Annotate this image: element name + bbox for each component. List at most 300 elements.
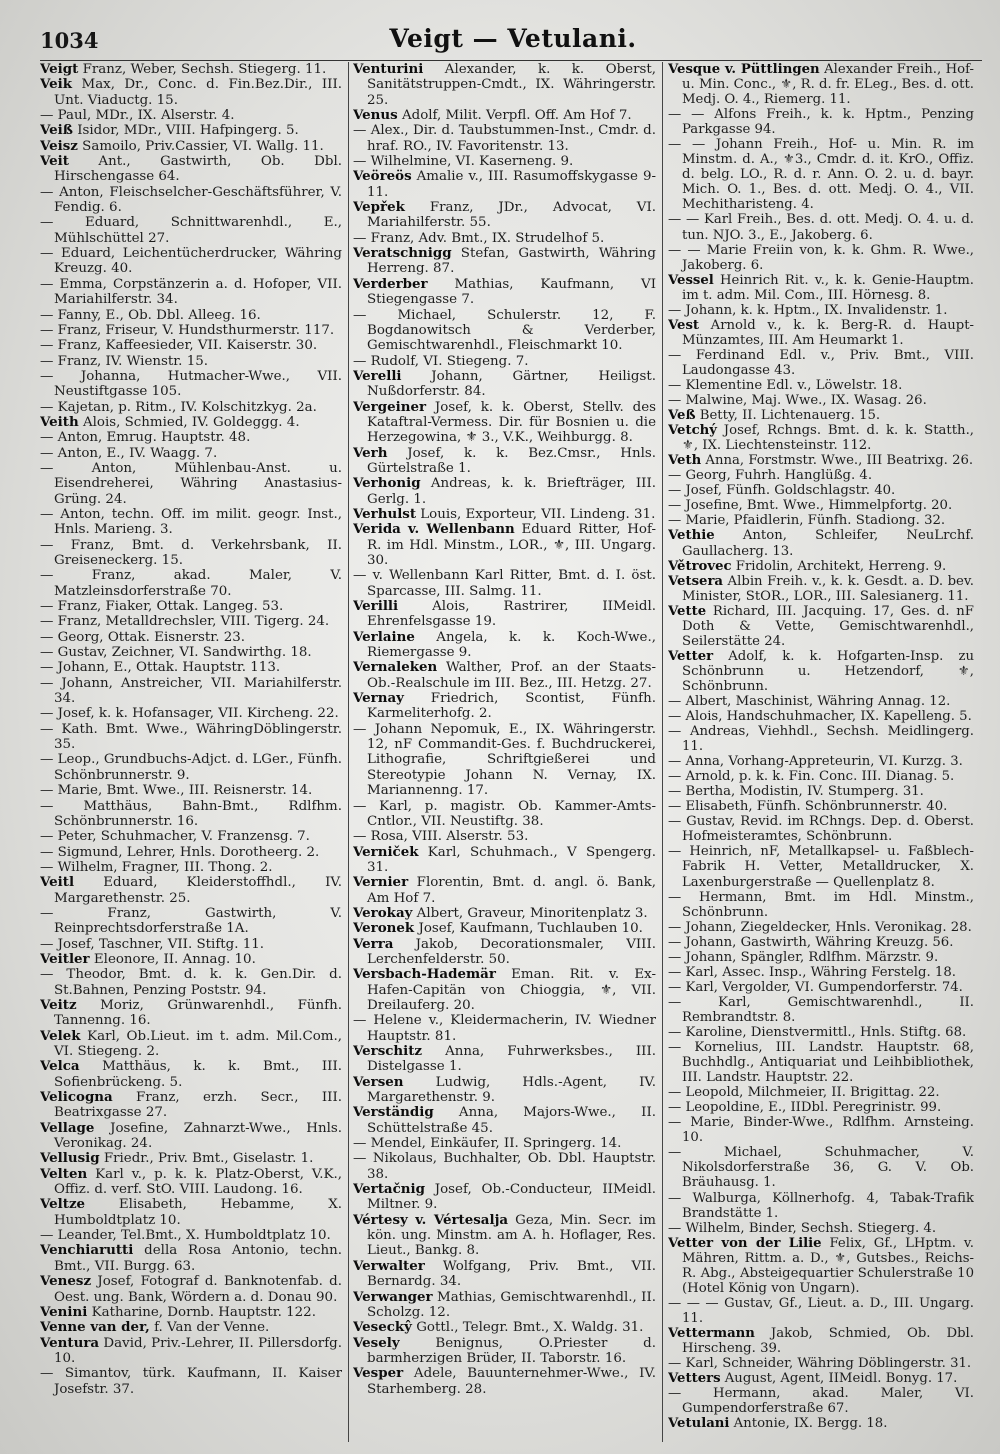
directory-entry [668, 890, 974, 920]
directory-entry [668, 212, 974, 242]
entry-details: Johann, Gärtner, Heiligst. Nußdorferstr. 84. [367, 368, 656, 400]
entry-details: Alois, Rastrirer, IIMeidl. Ehrenfelsgasse 19. [367, 599, 656, 630]
directory-entry [668, 604, 974, 649]
entry-details: — Wilhelm, Binder, Sechsh. Stiegerg. 4. [668, 1220, 937, 1236]
entry-details: Alois, Schmied, IV. Goldeggg. 4. [78, 414, 300, 430]
directory-entry [668, 844, 974, 889]
directory-entry [668, 303, 974, 318]
entry-surname: Venini [40, 1303, 88, 1320]
entry-details: Adolf, Milit. Verpfl. Off. Am Hof 7. [397, 108, 632, 124]
directory-entry [353, 154, 656, 169]
directory-entry [40, 1059, 342, 1090]
directory-entry [40, 752, 342, 783]
directory-entry [40, 952, 342, 967]
entry-surname: Vetchý [668, 423, 717, 439]
directory-entry [668, 1386, 974, 1416]
entry-surname: Vernay [353, 690, 404, 707]
entry-surname: Venne van der, [40, 1319, 150, 1336]
entry-details: Louis, Exporteur, VII. Lindeng. 31. [416, 506, 656, 522]
directory-entry [668, 378, 974, 393]
directory-entry [353, 354, 656, 369]
entry-details: — v. Wellenbann Karl Ritter, Bmt. d. I. öst. Sparcasse, III. Salmg. 11. [353, 568, 656, 599]
entry-details: Matthäus, k. k. Bmt., III. Sofienbrückeng. 5. [54, 1059, 342, 1090]
entry-details: — Leopoldine, E., IIDbl. Peregrinistr. 99. [668, 1100, 942, 1116]
entry-details: — Theodor, Bmt. d. k. k. Gen.Dir. d. St.Bahnen, Penzing Poststr. 94. [40, 967, 342, 998]
directory-entry [40, 568, 342, 599]
entry-surname: Vergeiner [353, 398, 427, 415]
entry-details: — Heinrich, nF, Metallkapsel- u. Faßblech-Fabrik H. Vetter, Metalldrucker, X. Laxenburgerstraße — Quellenplatz 8. [668, 844, 974, 890]
directory-entry [353, 799, 656, 830]
directory-entry [40, 645, 342, 660]
directory-entry [353, 875, 656, 906]
directory-entry [668, 393, 974, 408]
entry-surname: Veigt [40, 62, 79, 77]
entry-surname: Versbach-Hademär [353, 966, 496, 983]
entry-details: Antonie, IX. Bergg. 18. [729, 1416, 888, 1432]
entry-details: — Wilhelm, Fragner, III. Thong. 2. [40, 859, 273, 875]
entry-details: — Gustav, Revid. im RChngs. Dep. d. Oberst. Hofmeisteramtes, Schönbrunn. [668, 814, 974, 845]
entry-surname: Velek [40, 1027, 81, 1044]
entry-details: — Johann, Gastwirth, Währing Kreuzg. 56. [668, 934, 954, 950]
directory-entry [40, 1243, 342, 1274]
entry-surname: Verhulst [353, 505, 417, 522]
entry-surname: Veth [668, 453, 702, 469]
entry-details: — Marie, Bmt. Wwe., III. Reisnerstr. 14. [40, 783, 313, 799]
entry-details: Karl, Schuhmach., V Spengerg. 31. [367, 844, 656, 875]
entry-surname: Vette [668, 603, 707, 619]
entry-surname: Veit [40, 153, 69, 170]
directory-entry [40, 446, 342, 461]
entry-surname: Veith [40, 413, 79, 430]
entry-details: — — Karl Freih., Bes. d. ott. Medj. O. 4. u. d. tun. NJO. 3., E., Jakoberg. 6. [668, 212, 974, 243]
directory-entry [668, 137, 974, 212]
entry-details: — Andreas, Viehhdl., Sechsh. Meidlingerg. 11. [668, 724, 974, 755]
directory-entry [40, 1167, 342, 1198]
directory-entry [353, 246, 656, 277]
entry-details: Mathias, Kaufmann, VI Stiegengasse 7. [367, 276, 656, 308]
entry-details: — Hermann, Bmt. im Hdl. Minstm., Schönbrunn. [668, 889, 974, 920]
directory-entry [668, 995, 974, 1025]
entry-details: — Hermann, akad. Maler, VI. Gumpendorferstraße 67. [668, 1386, 974, 1417]
entry-details: — Kajetan, p. Ritm., IV. Kolschitzkyg. 2a. [40, 399, 317, 415]
entry-details: — Franz, akad. Maler, V. Matzleinsdorferstraße 70. [40, 568, 342, 599]
directory-entry [40, 1274, 342, 1305]
entry-details: Fridolin, Architekt, Herreng. 9. [731, 558, 947, 574]
entry-details: David, Priv.-Lehrer, II. Pillersdorfg. 10. [54, 1335, 342, 1366]
entry-surname: Versen [353, 1073, 404, 1090]
entry-details: Alexander, k. k. Oberst, Sanitätstruppen-Cmdt., IX. Währingerstr. 25. [367, 62, 656, 108]
entry-details: Adele, Bauunternehmer-Wwe., IV. Starhemberg. 28. [367, 1366, 656, 1397]
directory-entry [668, 559, 974, 574]
directory-entry [353, 369, 656, 400]
entry-details: — Johann Nepomuk, E., IX. Währingerstr. 12, nF Commandit-Ges. f. Buchdruckerei, Lithografie, Schriftgießerei und Stereotypie Johann N. Vernay, IX. Mariannenng. 17. [353, 721, 656, 799]
entry-details: — Arnold, p. k. k. Fin. Conc. III. Dianag. 5. [668, 769, 955, 785]
directory-entry [668, 935, 974, 950]
entry-details: — — — Gustav, Gf., Lieut. a. D., III. Ungarg. 11. [668, 1295, 974, 1326]
directory-entry [40, 369, 342, 400]
entry-details: — Karoline, Dienstvermittl., Hnls. Stiftg. 68. [668, 1025, 967, 1040]
entry-surname: Velca [40, 1058, 80, 1075]
entry-details: Moriz, Grünwarenhdl., Fünfh. Tannenng. 16. [54, 997, 342, 1029]
directory-entry [40, 507, 342, 538]
entry-details: — Franz, Friseur, V. Hundsthurmerstr. 117. [40, 322, 335, 338]
directory-entry [40, 139, 342, 154]
entry-surname: Větrovec [668, 558, 732, 574]
directory-entry [40, 1228, 342, 1243]
directory-entry [668, 965, 974, 980]
directory-entry [40, 185, 342, 216]
directory-entry [40, 1029, 342, 1060]
entry-surname: Velten [40, 1165, 88, 1182]
entry-details: Florentin, Bmt. d. angl. ö. Bank, Am Hof 7. [367, 875, 656, 906]
directory-entry [40, 1320, 342, 1335]
directory-entry [353, 1213, 656, 1259]
directory-entry [353, 722, 656, 799]
entry-surname: Venesz [40, 1273, 92, 1290]
entry-details: Heinrich Rit. v., k. k. Genie-Hauptm. im t. adm. Mil. Com., III. Hörnesg. 8. [682, 272, 974, 303]
directory-entry [668, 920, 974, 935]
entry-details: — Eduard, Schnittwarenhdl., E., Mühlschüttel 27. [40, 215, 342, 246]
directory-entry [353, 906, 656, 921]
directory-entry [668, 107, 974, 137]
directory-entry [668, 468, 974, 483]
directory-entry [668, 574, 974, 604]
entry-details: — — Johann Freih., Hof- u. Min. R. im Minstm. d. A., ⚜3., Cmdr. d. it. KrO., Offiz. d. belg. LO., R. d. r. Ann. O. 2. u. d. bayr. Mich. O. 1., Bes. d. ott. Medj. O. 4., VII. Mechitharisteng. 4. [668, 137, 974, 213]
entry-details: Josef, Kaufmann, Tuchlauben 10. [414, 921, 643, 937]
directory-entry [353, 568, 656, 599]
directory-entry [668, 1326, 974, 1356]
directory-entry [353, 62, 656, 108]
entry-surname: Ventura [40, 1334, 100, 1351]
entry-details: — Michael, Schulerstr. 12, F. Bogdanowitsch & Verderber, Gemischtwarenhdl., Fleischmarkt 10. [353, 307, 656, 354]
entry-surname: Veitl [40, 874, 75, 891]
entry-surname: Vertačnig [353, 1181, 425, 1198]
directory-entry [668, 1296, 974, 1326]
directory-entry [353, 1136, 656, 1151]
entry-details: — Wilhelmine, VI. Kaserneng. 9. [353, 154, 574, 170]
entry-surname: Vellage [40, 1119, 95, 1136]
directory-entry [40, 614, 342, 629]
entry-details: Adolf, k. k. Hofgarten-Insp. zu Schönbrunn u. Hetzendorf, ⚜, Schönbrunn. [682, 648, 974, 694]
entry-details: Stefan, Gastwirth, Währing Herreng. 87. [367, 246, 656, 277]
directory-entry [40, 937, 342, 952]
entry-surname: Veß [668, 408, 696, 424]
directory-entry [353, 1336, 656, 1367]
entry-surname: Vessel [668, 272, 714, 288]
directory-entry [40, 338, 342, 353]
directory-entry [40, 860, 342, 875]
column-2 [353, 62, 656, 1446]
entry-details: — Albert, Maschinist, Währing Annag. 12. [668, 693, 951, 709]
directory-entry [668, 1025, 974, 1040]
entry-surname: Verderber [353, 275, 428, 292]
entry-details: Betty, II. Lichtenauerg. 15. [695, 408, 881, 424]
entry-surname: Vetter [668, 648, 714, 664]
entry-details: Wolfgang, Priv. Bmt., VII. Bernardg. 34. [367, 1258, 656, 1290]
directory-entry [40, 123, 342, 138]
directory-entry [40, 246, 342, 277]
directory-entry [668, 784, 974, 799]
entry-details: Josef, k. k. Bez.Cmsr., Hnls. Gürtelstraße 1. [367, 445, 656, 476]
entry-surname: Vesely [353, 1334, 400, 1351]
entry-details: — Johann, Ziegeldecker, Hnls. Veronikag. 28. [668, 919, 972, 935]
directory-entry [668, 769, 974, 784]
entry-details: Max, Dr., Conc. d. Fin.Bez.Dir., III. Unt. Viaductg. 15. [54, 77, 342, 108]
directory-entry [668, 348, 974, 378]
directory-entry [353, 937, 656, 968]
directory-entry [40, 1336, 342, 1367]
entry-details: Benignus, O.Priester d. barmherzigen Brüder, II. Taborstr. 16. [367, 1335, 656, 1366]
entry-details: — Leopold, Milchmeier, II. Brigittag. 22. [668, 1085, 940, 1101]
entry-details: Anna, Forstmstr. Wwe., III Beatrixg. 26. [701, 453, 974, 469]
entry-details: — Eduard, Leichentücherdrucker, Währing Kreuzg. 40. [40, 246, 342, 277]
entry-details: Amalie v., III. Rasumoffskygasse 9-11. [367, 169, 656, 200]
entry-details: Ludwig, Hdls.-Agent, IV. Margarethenstr. 9. [367, 1074, 656, 1106]
directory-entry [668, 423, 974, 453]
entry-details: — Kath. Bmt. Wwe., WähringDöblingerstr. 35. [40, 721, 342, 753]
entry-surname: Veisz [40, 137, 78, 154]
entry-details: Albin Freih. v., k. k. Gesdt. a. D. bev. Minister, StOR., LOR., III. Salesianerg. 11. [682, 573, 974, 604]
directory-entry [668, 950, 974, 965]
directory-entry [353, 630, 656, 661]
entry-details: — Sigmund, Lehrer, Hnls. Dorotheerg. 2. [40, 844, 320, 860]
entry-details: — Rosa, VIII. Alserstr. 53. [353, 829, 529, 845]
header-rule [40, 60, 982, 61]
entry-details: — Franz, Adv. Bmt., IX. Strudelhof 5. [353, 230, 605, 246]
entry-details: — Leop., Grundbuchs-Adjct. d. LGer., Fünfh. Schönbrunnerstr. 9. [40, 752, 342, 783]
entry-details: Walther, Prof. an der Staats-Ob.-Realschule im III. Bez., III. Hetzg. 27. [367, 660, 656, 691]
entry-surname: Verida v. Wellenbann [353, 521, 515, 538]
entry-surname: Vettermann [668, 1325, 755, 1341]
directory-entry [40, 829, 342, 844]
entry-details: Friedrich, Scontist, Fünfh. Karmeliterhofg. 2. [367, 691, 656, 722]
directory-entry [668, 724, 974, 754]
directory-entry [353, 231, 656, 246]
directory-entry [40, 845, 342, 860]
entry-details: — Anna, Vorhang-Appreteurin, VI. Kurzg. 3. [668, 754, 963, 770]
directory-entry [668, 243, 974, 273]
entry-details: Eman. Rit. v. Ex-Hafen-Capitän von Chioggia, ⚜, VII. Dreilauferg. 20. [367, 967, 656, 1013]
entry-surname: Vesque v. Püttlingen [668, 62, 820, 77]
entry-surname: Veöreös [353, 168, 412, 185]
directory-entry [353, 967, 656, 1013]
entry-details: Felix, Gf., LHptm. v. Mähren, Rittm. a. D., ⚜, Gutsbes., Reichs-R. Abg., Absteigequartier Schulerstraße 10 (Hotel König von Ungarn). [682, 1235, 974, 1296]
entry-details: — Bertha, Modistin, IV. Stumperg. 31. [668, 784, 924, 800]
entry-details: — Klementine Edl. v., Löwelstr. 18. [668, 377, 903, 393]
directory-entry [353, 1320, 656, 1335]
directory-entry [40, 875, 342, 906]
directory-entry [668, 1191, 974, 1221]
entry-surname: Vetter von der Lilie [668, 1235, 822, 1251]
entry-details: — Leander, Tel.Bmt., X. Humboldtplatz 10. [40, 1228, 331, 1244]
entry-surname: Vetters [668, 1371, 721, 1387]
entry-details: — Alois, Handschuhmacher, IX. Kapelleng. 5. [668, 709, 972, 725]
entry-details: — Elisabeth, Fünfh. Schönbrunnerstr. 40. [668, 799, 948, 815]
directory-entry [668, 318, 974, 348]
entry-details: — Josef, k. k. Hofansager, VII. Kircheng. 22. [40, 706, 339, 722]
directory-entry [668, 799, 974, 814]
entry-details: Gottl., Telegr. Bmt., X. Waldg. 31. [411, 1320, 644, 1336]
entry-details: — Rudolf, VI. Stiegeng. 7. [353, 353, 529, 369]
entry-details: — Johanna, Hutmacher-Wwe., VII. Neustiftgasse 105. [40, 368, 342, 400]
entry-details: — Simantov, türk. Kaufmann, II. Kaiser Josefstr. 37. [40, 1366, 342, 1397]
entry-surname: Verwanger [353, 1288, 433, 1305]
entry-details: — Marie, Pfaidlerin, Fünfh. Stadiong. 32. [668, 513, 946, 529]
entry-details: — Franz, Metalldrechsler, VIII. Tigerg. 24. [40, 614, 330, 630]
directory-entry [353, 1013, 656, 1044]
directory-entry [668, 709, 974, 724]
directory-entry [668, 453, 974, 468]
directory-entry [353, 829, 656, 844]
directory-entry [668, 1356, 974, 1371]
entry-details: Angela, k. k. Koch-Wwe., Riemergasse 9. [367, 629, 656, 661]
entry-details: — Karl, Gemischtwarenhdl., II. Rembrandtstr. 8. [668, 994, 974, 1025]
directory-entry [668, 649, 974, 694]
directory-entry [40, 906, 342, 937]
directory-entry [40, 323, 342, 338]
directory-entry [40, 277, 342, 308]
entry-surname: Verh [353, 444, 388, 461]
directory-entry [353, 308, 656, 354]
entry-details: Andreas, k. k. Briefträger, III. Gerlg. 1. [367, 476, 656, 507]
entry-details: — Anton, techn. Off. im milit. geogr. Inst., Hnls. Marieng. 3. [40, 506, 342, 538]
directory-entry [40, 599, 342, 614]
entry-details: — Anton, E., IV. Waagg. 7. [40, 445, 218, 461]
entry-details: — Anton, Mühlenbau-Anst. u. Eisendreherei, Währing Anastasius-Grüng. 24. [40, 460, 342, 507]
directory-entry [668, 62, 974, 107]
column-1 [40, 62, 342, 1446]
directory-entry [353, 1290, 656, 1321]
entry-details: Josef, Fotograf d. Banknotenfab. d. Oest. ung. Bank, Wördern a. d. Donau 90. [54, 1274, 342, 1305]
entry-details: — Peter, Schuhmacher, V. Franzensg. 7. [40, 829, 310, 845]
directory-entry [40, 967, 342, 998]
directory-entry [668, 1221, 974, 1236]
entry-surname: Veik [40, 76, 73, 93]
entry-details: Anna, Fuhrwerksbes., III. Distelgasse 1. [367, 1044, 656, 1075]
directory-entry [353, 1075, 656, 1106]
directory-entry [40, 1090, 342, 1121]
directory-entry [40, 1305, 342, 1320]
directory-entry [40, 308, 342, 323]
entry-details: Franz, erzh. Secr., III. Beatrixgasse 27. [54, 1090, 342, 1121]
directory-entry [40, 430, 342, 445]
page-title: Veigt — Vetulani. [389, 24, 637, 53]
entry-details: Geza, Min. Secr. im kön. ung. Minstm. am A. h. Hoflager, Res. Lieut., Bankg. 8. [367, 1212, 656, 1259]
entry-surname: Vernier [353, 874, 409, 891]
entry-surname: Verilli [353, 598, 399, 615]
entry-details: Jakob, Schmied, Ob. Dbl. Hirscheng. 39. [682, 1325, 974, 1356]
entry-details: Eduard, Kleiderstoffhdl., IV. Margarethenstr. 25. [54, 875, 342, 906]
directory-entry [353, 921, 656, 936]
entry-details: — Gustav, Zeichner, VI. Sandwirthg. 18. [40, 645, 312, 661]
entry-surname: Verschitz [353, 1043, 423, 1059]
entry-details: Franz, JDr., Advocat, VI. Mariahilferstr. 55. [367, 200, 656, 231]
entry-surname: Vesper [353, 1365, 404, 1382]
entry-surname: Veronek [353, 920, 415, 937]
entry-details: — Georg, Fuhrh. Hanglüßg. 4. [668, 468, 873, 484]
page-number: 1034 [40, 28, 99, 53]
directory-entry [40, 400, 342, 415]
directory-entry [40, 1197, 342, 1228]
entry-details: — Johann, k. k. Hptm., IX. Invalidenstr. 1. [668, 302, 948, 318]
entry-details: Isidor, MDr., VIII. Hafpingerg. 5. [72, 123, 299, 139]
entry-details: — Anton, Emrug. Hauptstr. 48. [40, 430, 251, 446]
directory-entry [40, 722, 342, 753]
entry-details: — Anton, Fleischselcher-Geschäftsführer, V. Fendig. 6. [40, 184, 342, 216]
directory-entry [40, 676, 342, 707]
directory-entry [353, 1151, 656, 1182]
entry-details: — Emma, Corpstänzerin a. d. Hofoper, VII. Mariahilferstr. 34. [40, 276, 342, 308]
entry-surname: Verlaine [353, 628, 415, 645]
directory-entry [353, 660, 656, 691]
entry-details: — Fanny, E., Ob. Dbl. Alleeg. 16. [40, 307, 261, 323]
entry-surname: Venturini [353, 62, 424, 77]
entry-surname: Verständig [353, 1104, 434, 1121]
entry-details: Alexander Freih., Hof- u. Min. Conc., ⚜, R. d. fr. ELeg., Bes. d. ott. Medj. O. 4., Riemerg. 11. [682, 62, 974, 108]
entry-surname: Verhonig [353, 475, 421, 492]
page-header [40, 24, 986, 64]
entry-details: della Rosa Antonio, techn. Bmt., VII. Burgg. 63. [54, 1243, 342, 1274]
entry-details: Josef, Rchngs. Bmt. d. k. k. Statth., ⚜, IX. Liechtensteinstr. 112. [682, 423, 974, 454]
entry-details: — Josef, Fünfh. Goldschlagstr. 40. [668, 483, 896, 499]
entry-details: — Michael, Schuhmacher, V. Nikolsdorferstraße 36, G. V. Ob. Bräuhausg. 1. [668, 1145, 974, 1191]
directory-entry [353, 400, 656, 446]
directory-entry [353, 522, 656, 568]
entry-details: — Franz, IV. Wienstr. 15. [40, 353, 208, 369]
entry-details: Karl, Ob.Lieut. im t. adm. Mil.Com., VI. Stiegeng. 2. [54, 1028, 342, 1059]
entry-surname: Vepřek [353, 199, 405, 216]
entry-details: — Johann, E., Ottak. Hauptstr. 113. [40, 660, 281, 676]
directory-entry [353, 169, 656, 200]
directory-entry [353, 108, 656, 123]
entry-details: Anna, Majors-Wwe., II. Schüttelstraße 45. [367, 1105, 656, 1136]
entry-details: — Georg, Ottak. Eisnerstr. 23. [40, 629, 246, 645]
directory-entry [353, 1259, 656, 1290]
entry-details: — Johann, Spängler, Rdlfhm. Märzstr. 9. [668, 949, 939, 965]
directory-entry [40, 108, 342, 123]
entry-surname: Verwalter [353, 1257, 425, 1274]
directory-entry [40, 415, 342, 430]
entry-details: f. Van der Venne. [149, 1320, 270, 1336]
entry-details: Josef, k. k. Oberst, Stellv. des Kataftral-Vermess. Dir. für Bosnien u. die Herzegowina, ⚜ 3., V.K., Weihburgg. 8. [367, 399, 656, 446]
column-divider [348, 62, 349, 1442]
entry-details: — — Marie Freiin von, k. k. Ghm. R. Wwe., Jakoberg. 6. [668, 242, 974, 273]
entry-details: Karl v., p. k. k. Platz-Oberst, V.K., Offiz. d. verf. StO. VIII. Laudong. 16. [54, 1166, 342, 1198]
entry-surname: Vetsera [668, 573, 724, 589]
directory-entry [353, 200, 656, 231]
entry-surname: Verelli [353, 367, 402, 384]
directory-entry [353, 1105, 656, 1136]
directory-entry [668, 1115, 974, 1145]
entry-details: — Matthäus, Bahn-Bmt., Rdlfhm. Schönbrunnerstr. 16. [40, 798, 342, 829]
column-divider [662, 62, 663, 1442]
directory-entry [353, 845, 656, 876]
entry-details: — Helene v., Kleidermacherin, IV. Wiedner Hauptstr. 81. [353, 1013, 656, 1044]
directory-entry [353, 123, 656, 154]
directory-entry [668, 483, 974, 498]
directory-entry [353, 277, 656, 308]
entry-details: — Johann, Anstreicher, VII. Mariahilferstr. 34. [40, 675, 342, 707]
entry-surname: Veseckŷ [353, 1319, 412, 1336]
entry-details: Mathias, Gemischtwarenhdl., II. Scholzg. 12. [367, 1289, 656, 1320]
entry-surname: Verokay [353, 904, 413, 921]
entry-details: — Walburga, Köllnerhofg. 4, Tabak-Trafik Brandstätte 1. [668, 1190, 974, 1221]
directory-entry [353, 599, 656, 630]
entry-details: — Mendel, Einkäufer, II. Springerg. 14. [353, 1136, 622, 1152]
entry-details: Josefine, Zahnarzt-Wwe., Hnls. Veronikag. 24. [54, 1120, 342, 1152]
entry-details: Josef, Ob.-Conducteur, IIMeidl. Miltner. 9. [367, 1182, 656, 1213]
directory-entry [40, 62, 342, 77]
